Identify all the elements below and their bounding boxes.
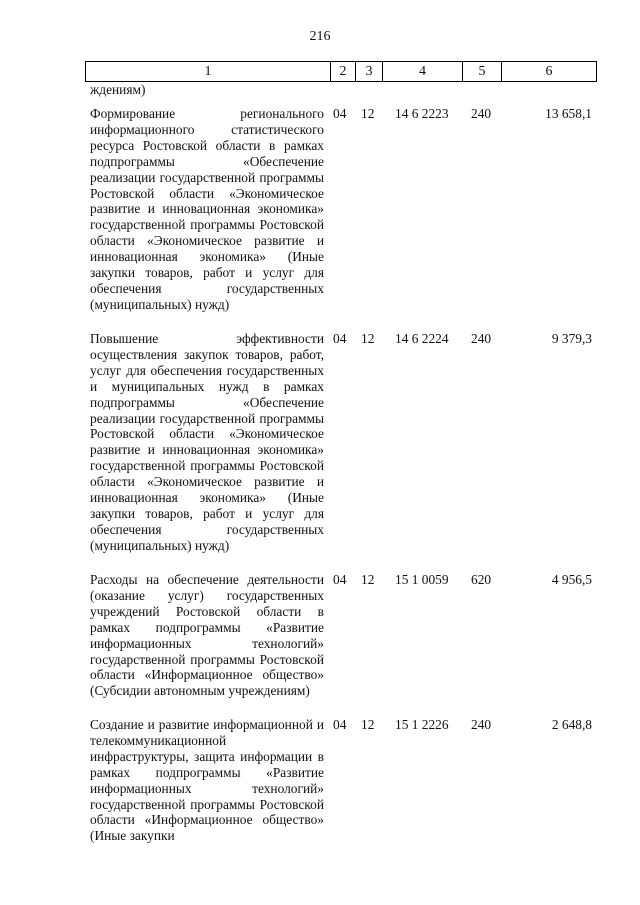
row-section: 04 bbox=[333, 106, 347, 121]
row-amount: 13 658,1 bbox=[545, 106, 592, 121]
row-subsection: 12 bbox=[361, 717, 375, 732]
row-target-code: 15 1 0059 bbox=[395, 572, 449, 587]
row-amount: 4 956,5 bbox=[551, 572, 592, 587]
row-target-code: 14 6 2224 bbox=[395, 331, 449, 346]
row-expense-type: 240 bbox=[471, 106, 492, 121]
row-amount: 9 379,3 bbox=[551, 331, 592, 346]
row-subsection: 12 bbox=[361, 572, 375, 587]
row-expense-type: 240 bbox=[471, 717, 492, 732]
header-col-5: 5 bbox=[463, 62, 502, 81]
row-subsection: 12 bbox=[361, 106, 375, 121]
row-section: 04 bbox=[333, 572, 347, 587]
continuation-text: ждениям) bbox=[90, 82, 146, 97]
row-description: Повышение эффективности осуществления закупок товаров, работ, услуг для обеспечения государственных и муниципальных нужд в рамках подпрограммы «Обеспечение реализации государственной программы Ростовской области «Экономическое развитие и инновационная экономика» государственной программы Ростовской области «Экономическое развитие и инновационная экономика» (Иные закупки товаров, работ и услуг для обеспечения государственных (муниципальных) нужд) bbox=[90, 331, 324, 553]
row-section: 04 bbox=[333, 717, 347, 732]
row-amount: 2 648,8 bbox=[551, 717, 592, 732]
row-expense-type: 240 bbox=[471, 331, 492, 346]
header-col-6: 6 bbox=[545, 64, 553, 79]
row-target-code: 15 1 2226 bbox=[395, 717, 449, 732]
header-col-2: 2 bbox=[331, 62, 356, 81]
row-target-code: 14 6 2223 bbox=[395, 106, 449, 121]
table-header bbox=[85, 61, 597, 82]
row-subsection: 12 bbox=[361, 331, 375, 346]
header-col-1: 1 bbox=[86, 62, 331, 81]
row-description: Формирование регионального информационного статистического ресурса Ростовской области в рамках подпрограммы «Обеспечение реализации государственной программы Ростовской области «Экономическое развитие и инновационная экономика» государственной программы Ростовской области «Экономическое развитие и инновационная экономика» (Иные закупки товаров, работ и услуг для обеспечения государственных (муниципальных) нужд) bbox=[90, 106, 324, 312]
header-col-4: 4 bbox=[383, 62, 463, 81]
header-col-3: 3 bbox=[356, 62, 383, 81]
row-description: Создание и развитие информационной и телекоммуникационной инфраструктуры, защита информации в рамках подпрограммы «Развитие информационных технологий» государственной программы Ростовской области «Информационное общество» (Иные закупки bbox=[90, 717, 324, 844]
row-expense-type: 620 bbox=[471, 572, 492, 587]
row-description: Расходы на обеспечение деятельности (оказание услуг) государственных учреждений Ростовской области в рамках подпрограммы «Развитие информационных технологий» государственной программы Ростовской области «Информационное общество» (Субсидии автономным учреждениям) bbox=[90, 572, 324, 699]
row-section: 04 bbox=[333, 331, 347, 346]
page-number: 216 bbox=[309, 29, 331, 44]
